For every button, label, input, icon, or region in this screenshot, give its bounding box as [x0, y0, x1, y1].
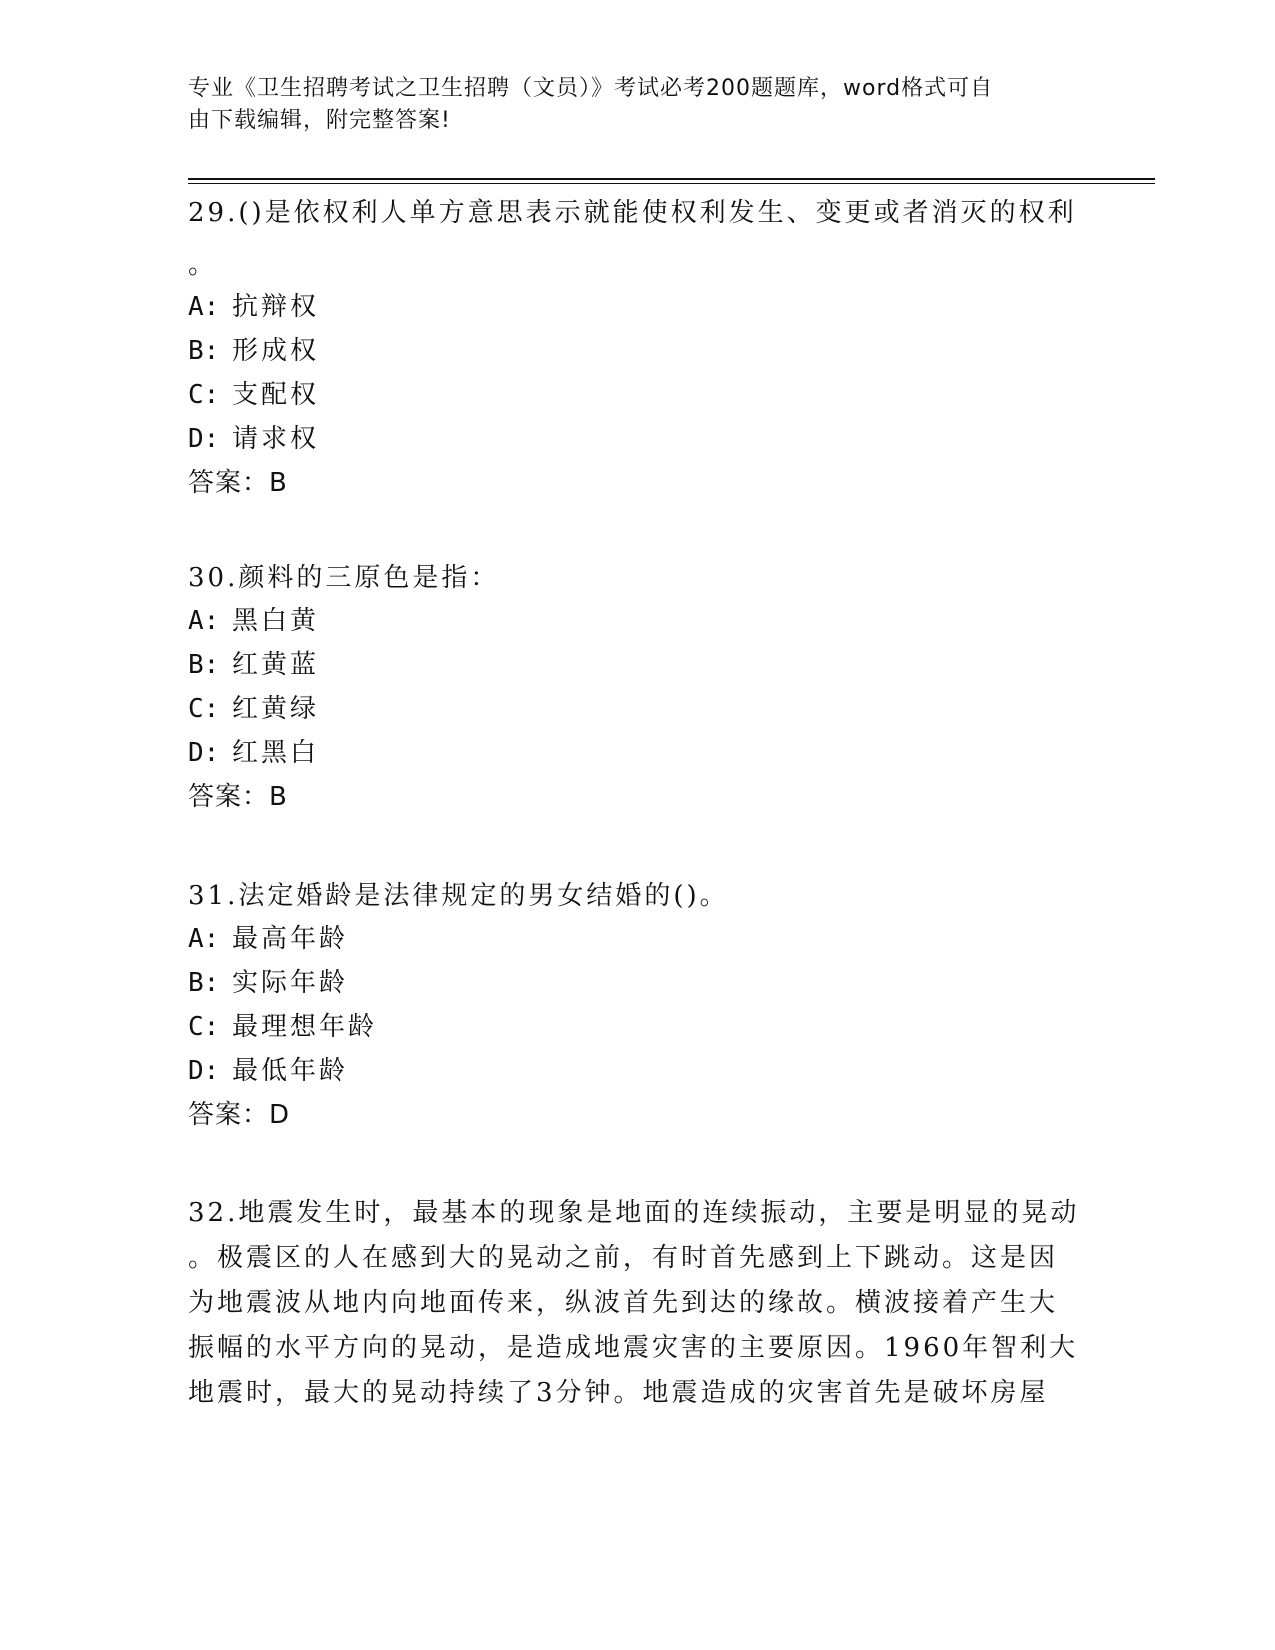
- paragraph-line: 振幅的水平方向的晃动，是造成地震灾害的主要原因。1960年智利大: [188, 1333, 1079, 1363]
- header-line-2: 由下载编辑，附完整答案!: [188, 108, 451, 133]
- question-32-paragraph: [188, 1191, 1080, 1416]
- question-30-answer: 答案：B: [188, 782, 288, 812]
- question-29-option-a: [188, 286, 319, 323]
- option-text: 抗辩权: [232, 292, 320, 322]
- question-30-stem: 30.颜料的三原色是指：: [188, 563, 500, 593]
- option-letter: A:: [188, 924, 220, 954]
- option-letter: B:: [188, 336, 220, 366]
- option-letter: C:: [188, 380, 220, 410]
- option-letter: D:: [188, 424, 220, 454]
- question-31-stem: 31.法定婚龄是法律规定的男女结婚的()。: [188, 881, 729, 911]
- option-text: 最理想年龄: [232, 1012, 378, 1042]
- option-text: 红黄绿: [232, 694, 320, 724]
- document-header: [188, 73, 1068, 137]
- question-30-option-a: [188, 600, 319, 637]
- option-text: 红黑白: [232, 738, 320, 768]
- option-letter: A:: [188, 292, 220, 322]
- question-31-option-a: [188, 918, 348, 955]
- question-29-stem: 29.()是依权利人单方意思表示就能使权利发生、变更或者消灭的权利: [188, 198, 1077, 228]
- paragraph-line: 。极震区的人在感到大的晃动之前，有时首先感到上下跳动。这是因: [188, 1243, 1059, 1273]
- question-29-option-d: [188, 418, 319, 455]
- option-text: 红黄蓝: [232, 650, 320, 680]
- option-letter: C:: [188, 1012, 220, 1042]
- option-text: 最低年龄: [232, 1056, 349, 1086]
- option-letter: D:: [188, 738, 220, 768]
- question-31-option-d: [188, 1050, 348, 1087]
- question-30-option-b: [188, 644, 319, 681]
- option-letter: C:: [188, 694, 220, 724]
- option-text: 实际年龄: [232, 968, 349, 998]
- question-29-stem-continued: 。: [188, 250, 218, 280]
- header-line-1: 专业《卫生招聘考试之卫生招聘（文员）》考试必考200题题库，word格式可自: [188, 76, 994, 101]
- paragraph-line: 32.地震发生时，最基本的现象是地面的连续振动，主要是明显的晃动: [188, 1198, 1080, 1228]
- option-letter: D:: [188, 1056, 220, 1086]
- question-31-answer: 答案：D: [188, 1100, 291, 1130]
- paragraph-line: 为地震波从地内向地面传来，纵波首先到达的缘故。横波接着产生大: [188, 1288, 1059, 1318]
- question-29-option-c: [188, 374, 319, 411]
- option-letter: B:: [188, 968, 220, 998]
- option-letter: A:: [188, 606, 220, 636]
- question-30-option-d: [188, 732, 319, 769]
- question-30-option-c: [188, 688, 319, 725]
- header-divider-thick: [188, 178, 1155, 180]
- question-29-answer: 答案：B: [188, 468, 288, 498]
- option-text: 黑白黄: [232, 606, 320, 636]
- option-text: 形成权: [232, 336, 320, 366]
- option-text: 最高年龄: [232, 924, 349, 954]
- question-31-option-b: [188, 962, 348, 999]
- header-divider-thin: [188, 183, 1155, 184]
- option-letter: B:: [188, 650, 220, 680]
- option-text: 支配权: [232, 380, 320, 410]
- paragraph-line: 地震时，最大的晃动持续了3分钟。地震造成的灾害首先是破坏房屋: [188, 1378, 1049, 1408]
- option-text: 请求权: [232, 424, 320, 454]
- question-31-option-c: [188, 1006, 377, 1043]
- question-29-option-b: [188, 330, 319, 367]
